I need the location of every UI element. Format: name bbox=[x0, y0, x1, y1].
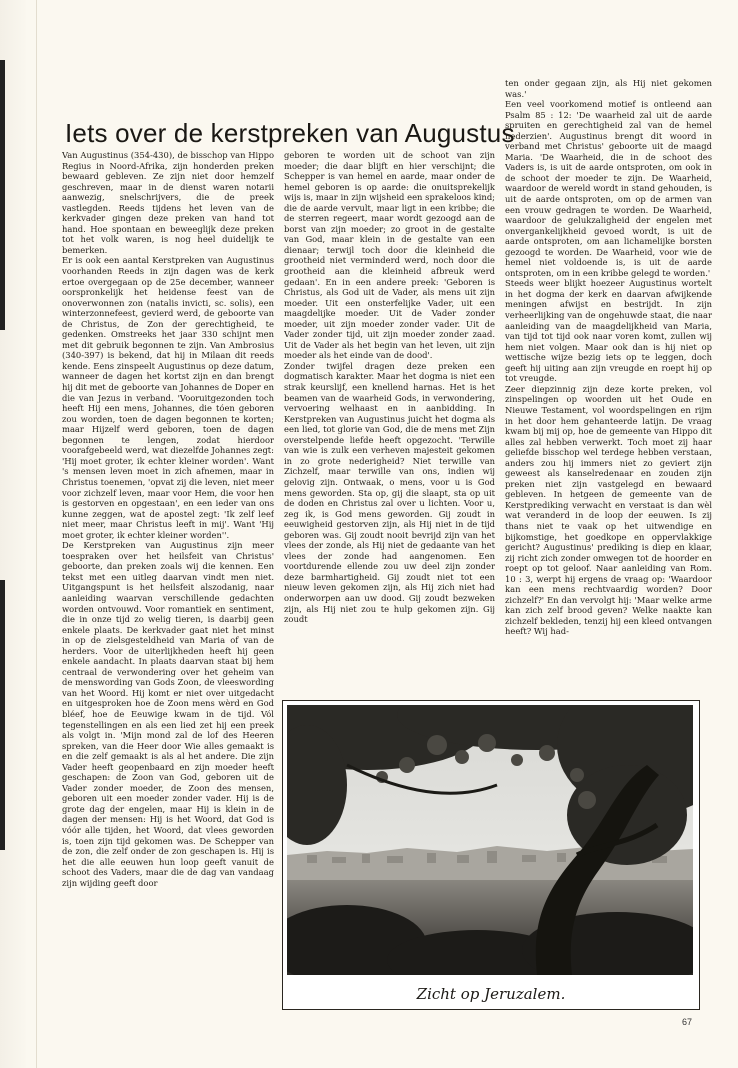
paragraph: Zonder twijfel dragen deze preken een dogmatisch karakter. Maar het dogma is niet een strak keurslijf, een knellend harnas. Het is het beamen van de waarheid Gods, in verwondering, vervoering welhaast en in aanbidding. In Kerstpreken van Augustinus juicht het dogma als een lied, tot glorie van God, die de mens met Zijn overstelpende liefde heeft opgezocht. 'Terwille van wie is zulk een verheven majesteit gekomen in zo grote nederigheid? Niet terwille van Zichzelf, maar terwille van ons, indien wij gelovig zijn. Ontwaak, o mens, voor u is God mens geworden. Sta op, gij die slaapt, sta op uit de doden en Christus zal over u lichten. Voor u, zeg ik, is God mens geworden. Gij zoudt in eeuwigheid gestorven zijn, als Hij niet in de tijd geboren was. Gij zoudt nooit bevrijd zijn van het vlees der zonde, als Hij niet de gedaante van het vlees der zonde had aangenomen. Een voortdurende ellende zou uw deel zijn zonder deze barmhartigheid. Gij zoudt niet tot een nieuw leven gekomen zijn, als Hij zich niet had onderworpen aan uw dood. Gij zoudt bezweken zijn, als Hij niet zou te hulp gekomen zijn. Gij zoudt bbox=[284, 360, 495, 625]
scan-edge-mark-top bbox=[0, 60, 5, 330]
photo-figure bbox=[282, 700, 700, 1010]
text-column-3 bbox=[505, 78, 712, 678]
jerusalem-photo bbox=[287, 705, 693, 975]
paragraph: De Kerstpreken van Augustinus zijn meer toespraken over het heilsfeit van Christus' geboorte, dan preken zoals wij die kennen. Een tekst met een uitleg daarvan vindt men niet. Uitgangspunt is het heilsfeit alszodanig, naar aanleiding waarvan verschillende gedachten worden ontvouwd. Voor romantiek en sentiment, die in onze tijd zo welig tieren, is daarbij geen enkele plaats. De kerkvader gaat niet het minst in op de zielsgesteldheid van Maria of van de herders. Voor de uiterlijkheden heeft hij geen enkele aandacht. In plaats daarvan staat bij hem centraal de verwondering over het geheim van de menswording van Gods Zoon, de vleeswording van het Woord. Hij komt er niet over uitgedacht en uitgesproken hoe de Zoon mens wèrd en God bléef, hoe de Eeuwige kwam in de tijd. Vól tegenstellingen en als een lied zet hij een preek als volgt in. 'Mijn mond zal de lof des Heeren spreken, van die Heer door Wie alles gemaakt is en die zelf gemaakt is als al het andere. Die zijn Vader heeft geopenbaard en zijn moeder heeft geschapen: de Zoon van God, geboren uit de Vader zonder moeder, de Zoon des mensen, geboren uit een moeder zonder vader. Hij is de grote dag der engelen, maar Hij is klein in de dagen der mensen: Hij is het Woord, dat God is vóór alle tijden, het Woord, dat vlees geworden is, toen zijn tijd gekomen was. De Schepper van de zon, die zelf onder de zon geschapen is. Hij is het die alle eeuwen hun loop geeft vanuit de schoot des Vaders, maar die de dag van vandaag zijn wijding geeft door bbox=[62, 540, 274, 888]
paragraph: geboren te worden uit de schoot van zijn moeder; die daar blijft en hier verschijnt; die Schepper is van hemel en aarde, maar onder de hemel geboren is op aarde: die onuitsprekelijk wijs is, maar in zijn wijsheid een sprakeloos kind; die de aarde vervult, maar ligt in een kribbe; die de sterren regeert, maar wordt gezoogd aan de borst van zijn moeder; zo groot in de gestalte van God, maar klein in de gestalte van een dienaar; terwijl toch door die kleinheid die grootheid niet verminderd werd, noch door die grootheid aan die kleinheid afbreuk werd gedaan'. En in een andere preek: 'Geboren is Christus, als God uit de Vader, als mens uit zijn moeder. Uit een onsterfelijke Vader, uit een maagdelijke moeder. Uit de Vader zonder moeder, uit zijn moeder zonder vader. Uit de Vader zonder tijd, uit zijn moeder zonder zaad. Uit de Vader als het begin van het leven, uit zijn moeder als het einde van de dood'. bbox=[284, 150, 495, 361]
paragraph: Een veel voorkomend motief is ontleend aan Psalm 85 : 12: 'De waarheid zal uit de aarde spruiten en gerechtigheid zal van de hemel nederzien'. Augustinus brengt dit woord in verband met Christus' geboorte uit de maagd Maria. 'De Waarheid, die in de schoot des Vaders is, is uit de aarde ontsproten, om ook in de schoot der moeder te zijn. De Waarheid, waardoor de wereld wordt in stand gehouden, is uit de aarde ontsproten, om op de armen van een vrouw gedragen te worden. De Waarheid, waardoor de gelukzaligheid der engelen met onvergankelijkheid gevoed wordt, is uit de aarde ontsproten, om aan lichamelijke borsten gezoogd te worden. De Waarheid, voor wie de hemel niet voldoende is, is uit de aarde ontsproten, om in een kribbe gelegd te worden.' bbox=[505, 99, 712, 278]
photo-illustration bbox=[287, 705, 693, 975]
paragraph: Er is ook een aantal Kerstpreken van Augustinus voorhanden Reeds in zijn dagen was de kerk ertoe overgegaan op de 25e december, wanneer oorspronkelijk het heidense feest van de onoverwonnen zon (natalis invicti, sc. solis), een winterzonnefeest, gevierd werd, de geboorte van de Christus, de Zon der gerechtigheid, te gedenken. Omstreeks het jaar 330 schijnt men met dit gebruik begonnen te zijn. Van Ambrosius (340-397) is bekend, dat hij in Milaan dit reeds kende. Eens zinspeelt Augustinus op deze datum, wanneer de dagen het kortst zijn en dan brengt hij dit met de geboorte van Johannes de Doper en die van Jezus in verband. 'Vooruitgezonden toch heeft Hij een mens, Johannes, die tóen geboren zou worden, toen de dagen begonnen te korten; maar Hijzelf werd geboren, toen de dagen begonnen te lengen, zodat hierdoor voorafgebeeld werd, wat diezelfde Johannes zegt: 'Hij moet groter, ik echter kleiner worden'. Want 's mensen leven moet in zich afnemen, maar in Christus toenemen, 'opvat zij die leven, niet meer voor zichzelf leven, maar voor Hem, die voor hen is gestorven en opgestaan', en een ieder van ons kunne zeggen, wat de apostel zegt: 'Ik zelf leef niet meer, maar Christus leeft in mij'. Want 'Hij moet groter, ik echter kleiner worden''. bbox=[62, 255, 274, 540]
page-number: 67 bbox=[682, 1017, 693, 1027]
paragraph: Steeds weer blijkt hoezeer Augustinus wortelt in het dogma der kerk en daarvan afwijkende meningen afwijst en bestrijdt. In zijn verheerlijking van de ongehuwde staat, die naar aanleiding van de maagdelijkheid van Maria, van tijd tot tijd ook naar voren komt, zullen wij hem niet volgen. Maar ook dan is hij niet op wettische wijze bezig iets op te leggen, doch geeft hij uiting aan zijn vreugde en roept hij op tot vreugde. bbox=[505, 278, 712, 384]
paragraph: ten onder gegaan zijn, als Hij niet gekomen was.' bbox=[505, 78, 712, 99]
paragraph: Van Augustinus (354-430), de bisschop van Hippo Regius in Noord-Afrika, zijn honderden preken bewaard gebleven. Ze zijn niet door hemzelf geschreven, maar in de dienst waren notarii aanwezig, snelschrijvers, die de preek vastlegden. Reeds tijdens het leven van de kerkvader gingen deze preken van hand tot hand. Hoe spontaan en beweeglijk deze preken tot het volk waren, is nog heel duidelijk te bemerken. bbox=[62, 150, 274, 255]
article-title: Iets over de kerstpreken van Augustus bbox=[65, 118, 515, 148]
scan-edge-mark-bottom bbox=[0, 580, 5, 850]
photo-caption: Zicht op Jeruzalem. bbox=[416, 985, 566, 1003]
page-spine-line bbox=[36, 0, 37, 1068]
text-column-2 bbox=[284, 150, 495, 675]
text-column-1 bbox=[62, 150, 274, 1005]
paragraph: Zeer diepzinnig zijn deze korte preken, vol zinspelingen op woorden uit het Oude en Nieuwe Testament, vol woordspelingen en rijm in het door hem gehanteerde latijn. De vraag kwam bij mij op, hoe de gemeente van Hippo dit alles zal hebben verwerkt. Toch moet zij haar geliefde bisschop wel terdege hebben verstaan, anders zou hij immers niet zo geviert zijn geweest als kanselredenaar en zouden zijn preken niet zijn vastgelegd en bewaard gebleven. In hetgeen de gemeente van de Kerstprediking verwacht en verstaat is dan wèl wat veranderd in de loop der eeuwen. Is zij thans niet te vaak op het uitwendige en bijkomstige, het goedkope en oppervlakkige gericht? Augustinus' prediking is diep en klaar, zij richt zich zonder omwegen tot de hoorder en roept op tot geloof. Naar aanleiding van Rom. 10 : 3, werpt hij ergens de vraag op: 'Waardoor kan een mens rechtvaardig worden? Door zichzelf?' En dan vervolgt hij: 'Maar welke arme kan zich zelf brood geven? Welke naakte kan zichzelf bekleden, tenzij hij een kleed ontvangen heeft? Wij had- bbox=[505, 383, 712, 637]
